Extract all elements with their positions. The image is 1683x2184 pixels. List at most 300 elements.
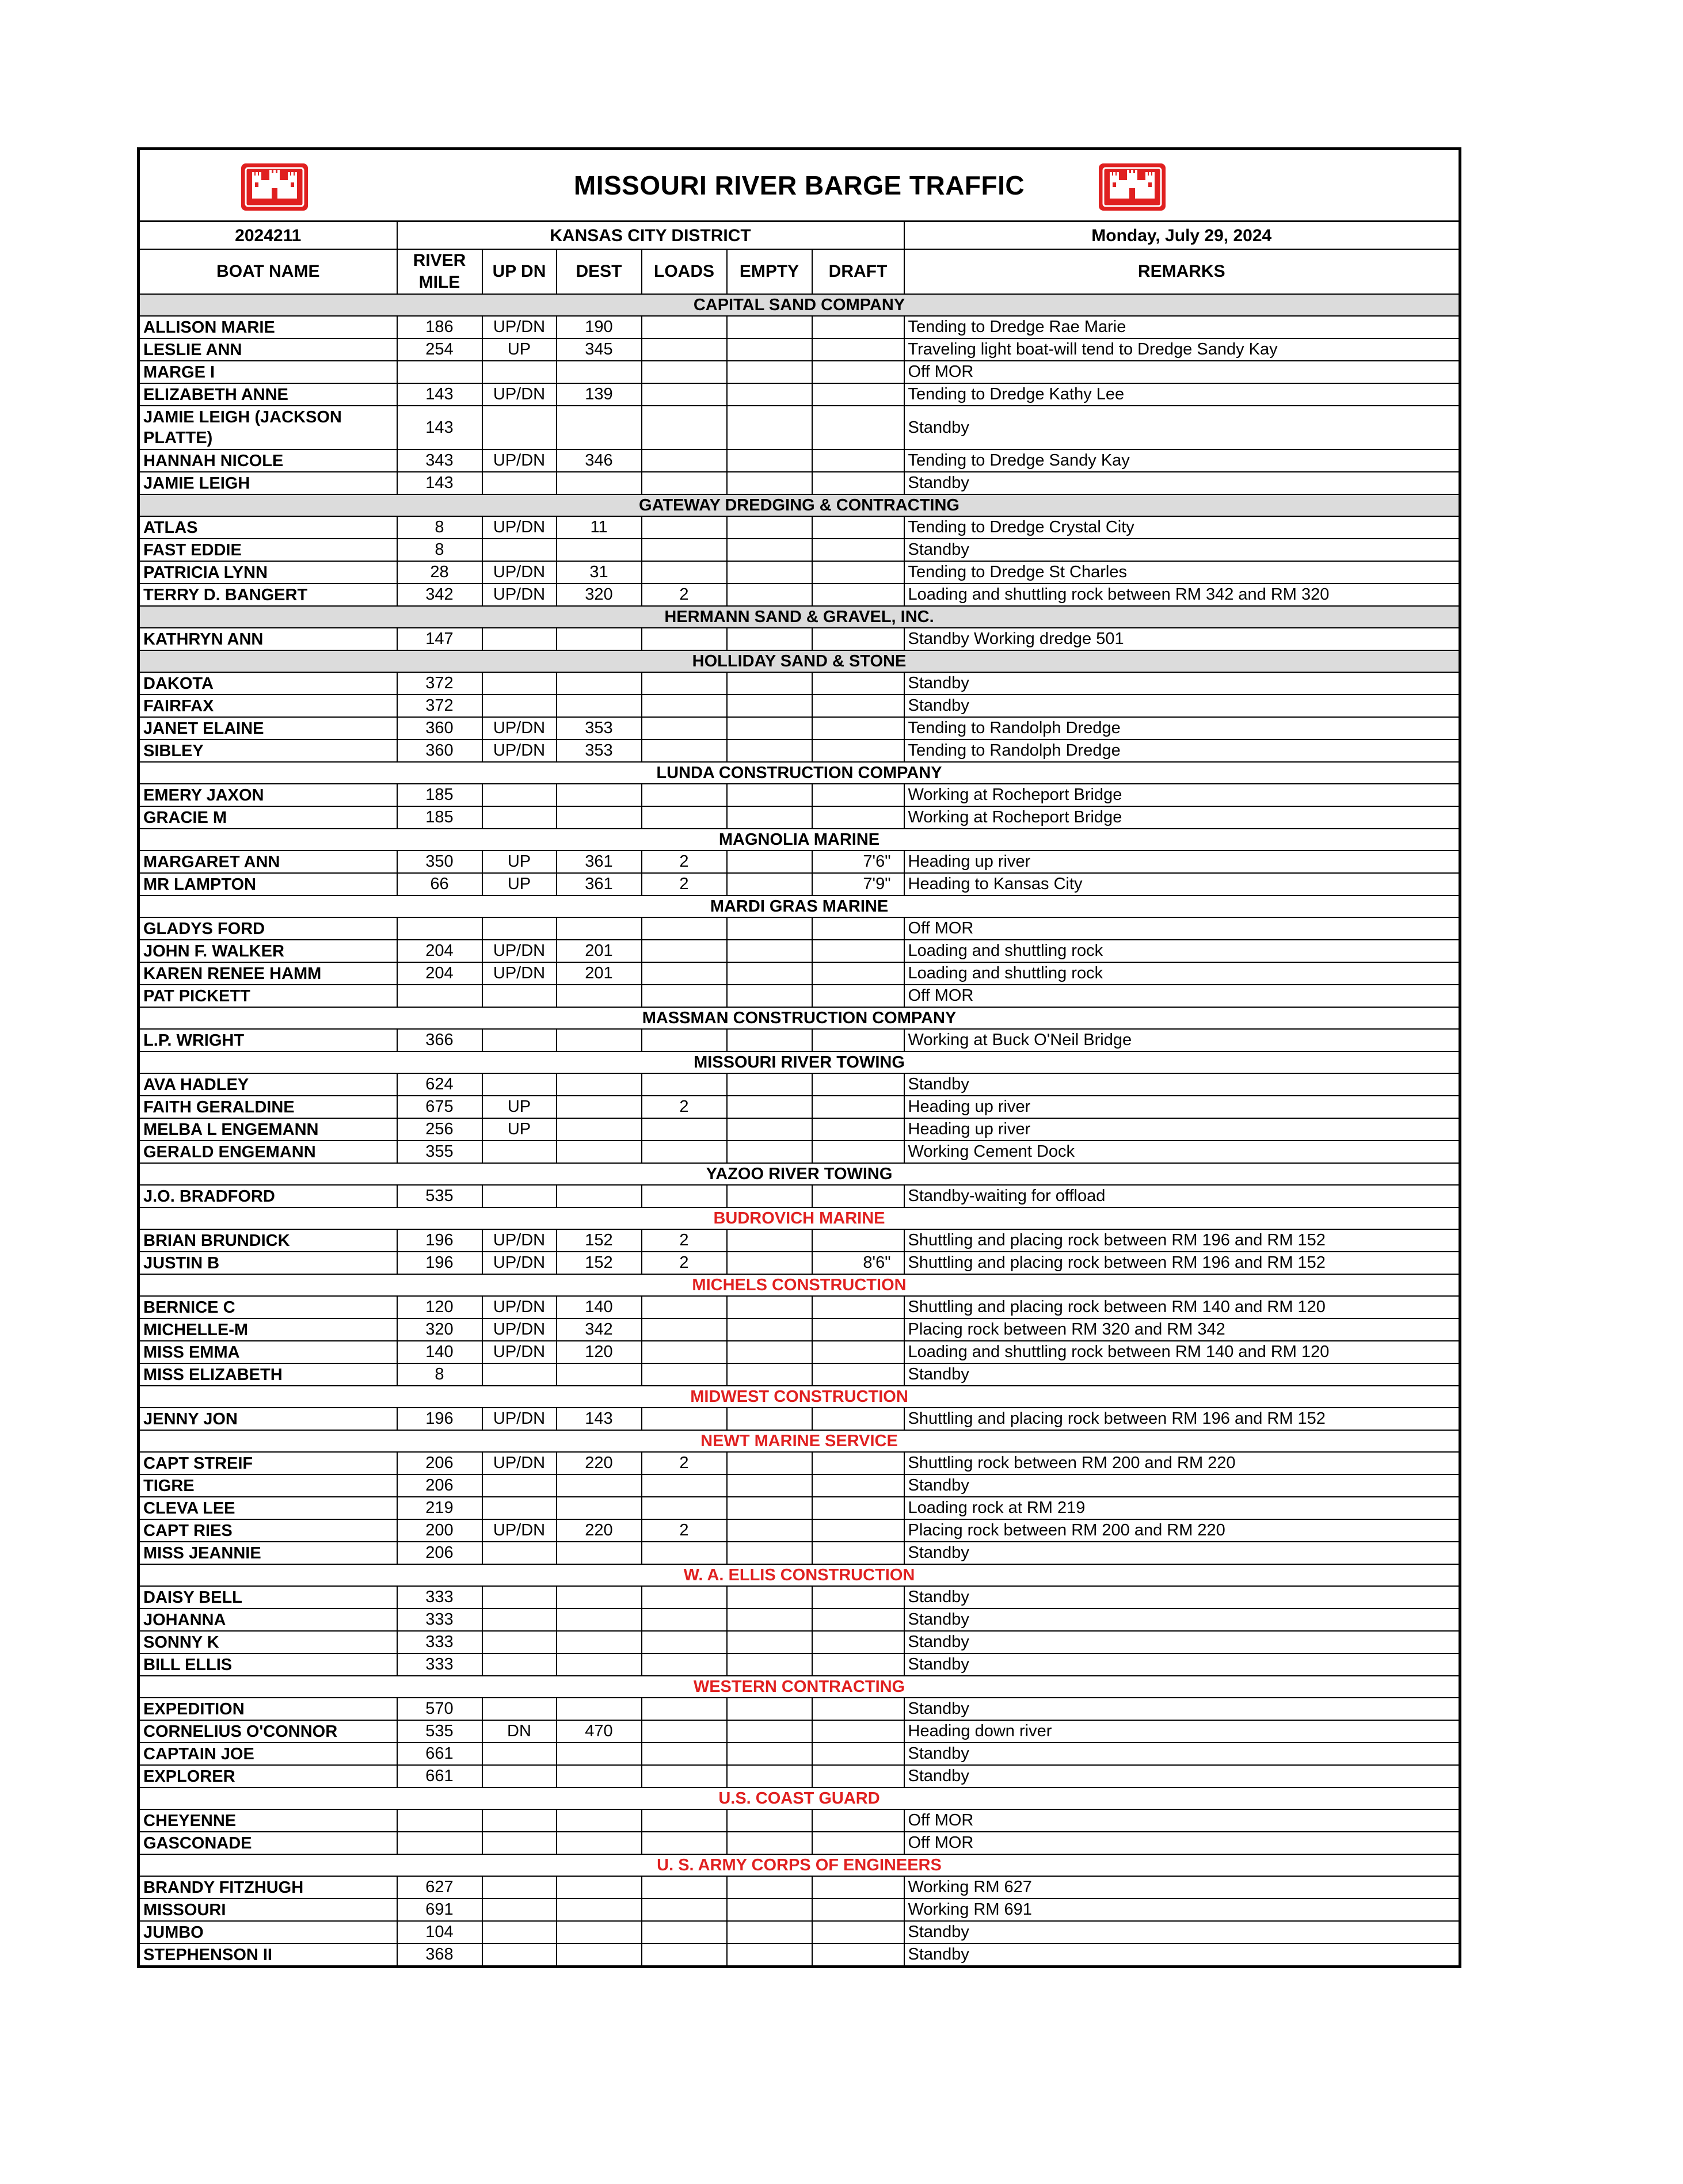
river-mile-cell: 196 <box>397 1408 482 1430</box>
empty-cell <box>727 1921 812 1943</box>
boat-name-cell: PAT PICKETT <box>139 985 397 1007</box>
river-mile-cell: 333 <box>397 1586 482 1609</box>
remarks-cell: Standby Working dredge 501 <box>904 628 1460 650</box>
destination-cell <box>557 406 642 449</box>
table-row <box>139 1029 1460 1051</box>
remarks-cell: Placing rock between RM 200 and RM 220 <box>904 1519 1460 1542</box>
river-mile-cell: 535 <box>397 1720 482 1743</box>
river-mile-cell: 691 <box>397 1899 482 1921</box>
boat-name-cell: DAKOTA <box>139 672 397 695</box>
destination-cell <box>557 1474 642 1497</box>
river-mile-cell: 360 <box>397 717 482 740</box>
river-mile-cell: 143 <box>397 472 482 494</box>
company-name: NEWT MARINE SERVICE <box>139 1430 1460 1452</box>
direction-cell: UP/DN <box>482 1318 557 1341</box>
river-mile-cell <box>397 1832 482 1854</box>
boat-name-cell: FAIRFAX <box>139 695 397 717</box>
boat-name-cell: MARGARET ANN <box>139 851 397 873</box>
remarks-cell: Loading and shuttling rock <box>904 962 1460 985</box>
draft-cell <box>812 1363 904 1386</box>
direction-cell <box>482 539 557 561</box>
loads-cell <box>642 695 727 717</box>
empty-cell <box>727 561 812 584</box>
table-row <box>139 672 1460 695</box>
draft-cell <box>812 561 904 584</box>
draft-cell <box>812 472 904 494</box>
draft-cell <box>812 940 904 962</box>
col-river-mile: RIVER MILE <box>397 249 482 294</box>
remarks-cell: Tending to Dredge Kathy Lee <box>904 383 1460 406</box>
river-mile-cell: 372 <box>397 695 482 717</box>
loads-cell <box>642 1474 727 1497</box>
destination-cell: 220 <box>557 1519 642 1542</box>
empty-cell <box>727 1408 812 1430</box>
table-row <box>139 1096 1460 1118</box>
company-group-row <box>139 650 1460 672</box>
remarks-cell: Standby <box>904 1698 1460 1720</box>
table-row <box>139 1698 1460 1720</box>
destination-cell <box>557 1363 642 1386</box>
loads-cell <box>642 516 727 539</box>
remarks-cell: Heading to Kansas City <box>904 873 1460 895</box>
loads-cell <box>642 1185 727 1207</box>
river-mile-cell: 206 <box>397 1474 482 1497</box>
boat-name-cell: MISSOURI <box>139 1899 397 1921</box>
destination-cell <box>557 1698 642 1720</box>
boat-name-cell: MISS JEANNIE <box>139 1542 397 1564</box>
destination-cell <box>557 1743 642 1765</box>
direction-cell <box>482 1073 557 1096</box>
remarks-cell: Working at Buck O'Neil Bridge <box>904 1029 1460 1051</box>
destination-cell <box>557 472 642 494</box>
empty-cell <box>727 917 812 940</box>
remarks-cell: Shuttling and placing rock between RM 140 and RM 120 <box>904 1296 1460 1318</box>
loads-cell <box>642 1609 727 1631</box>
boat-name-cell: MISS EMMA <box>139 1341 397 1363</box>
direction-cell <box>482 1631 557 1653</box>
loads-cell <box>642 628 727 650</box>
empty-cell <box>727 1229 812 1252</box>
direction-cell: UP/DN <box>482 1408 557 1430</box>
boat-name-cell: MICHELLE-M <box>139 1318 397 1341</box>
direction-cell <box>482 1029 557 1051</box>
draft-cell <box>812 406 904 449</box>
boat-name-cell: GASCONADE <box>139 1832 397 1854</box>
company-name: GATEWAY DREDGING & CONTRACTING <box>139 494 1460 516</box>
draft-cell <box>812 1899 904 1921</box>
river-mile-cell: 204 <box>397 940 482 962</box>
draft-cell <box>812 584 904 606</box>
empty-cell <box>727 962 812 985</box>
boat-name-cell: AVA HADLEY <box>139 1073 397 1096</box>
table-row <box>139 1876 1460 1899</box>
boat-name-cell: BRANDY FITZHUGH <box>139 1876 397 1899</box>
table-row <box>139 1073 1460 1096</box>
table-row <box>139 1408 1460 1430</box>
destination-cell <box>557 784 642 806</box>
boat-name-cell: PATRICIA LYNN <box>139 561 397 584</box>
destination-cell <box>557 1653 642 1676</box>
river-mile-cell: 66 <box>397 873 482 895</box>
river-mile-cell: 342 <box>397 584 482 606</box>
direction-cell <box>482 1497 557 1519</box>
loads-cell <box>642 561 727 584</box>
company-name: HOLLIDAY SAND & STONE <box>139 650 1460 672</box>
table-row <box>139 1141 1460 1163</box>
destination-cell <box>557 1497 642 1519</box>
loads-cell <box>642 1029 727 1051</box>
remarks-cell: Standby <box>904 406 1460 449</box>
boat-name-cell: CLEVA LEE <box>139 1497 397 1519</box>
direction-cell <box>482 1921 557 1943</box>
table-row <box>139 1653 1460 1676</box>
remarks-cell: Shuttling and placing rock between RM 196 and RM 152 <box>904 1252 1460 1274</box>
remarks-cell: Standby <box>904 1609 1460 1631</box>
loads-cell: 2 <box>642 851 727 873</box>
destination-cell: 11 <box>557 516 642 539</box>
direction-cell: UP <box>482 873 557 895</box>
empty-cell <box>727 361 812 383</box>
river-mile-cell: 143 <box>397 406 482 449</box>
remarks-cell: Tending to Dredge Sandy Kay <box>904 449 1460 472</box>
destination-cell <box>557 1542 642 1564</box>
direction-cell: UP/DN <box>482 449 557 472</box>
table-row <box>139 1809 1460 1832</box>
direction-cell: UP/DN <box>482 1296 557 1318</box>
loads-cell <box>642 1809 727 1832</box>
remarks-cell: Off MOR <box>904 1832 1460 1854</box>
boat-name-cell: BILL ELLIS <box>139 1653 397 1676</box>
table-row <box>139 1497 1460 1519</box>
table-row <box>139 717 1460 740</box>
table-row <box>139 1542 1460 1564</box>
destination-cell <box>557 695 642 717</box>
empty-cell <box>727 1519 812 1542</box>
empty-cell <box>727 628 812 650</box>
draft-cell <box>812 1698 904 1720</box>
remarks-cell: Standby <box>904 672 1460 695</box>
boat-name-cell: EXPLORER <box>139 1765 397 1787</box>
destination-cell <box>557 361 642 383</box>
river-mile-cell: 186 <box>397 316 482 338</box>
direction-cell <box>482 472 557 494</box>
loads-cell <box>642 717 727 740</box>
draft-cell <box>812 1832 904 1854</box>
empty-cell <box>727 784 812 806</box>
table-row <box>139 338 1460 361</box>
company-group-row <box>139 1163 1460 1185</box>
loads-cell <box>642 338 727 361</box>
empty-cell <box>727 672 812 695</box>
direction-cell <box>482 1363 557 1386</box>
empty-cell <box>727 985 812 1007</box>
river-mile-cell: 355 <box>397 1141 482 1163</box>
destination-cell: 120 <box>557 1341 642 1363</box>
draft-cell <box>812 1809 904 1832</box>
loads-cell <box>642 672 727 695</box>
boat-name-cell: ALLISON MARIE <box>139 316 397 338</box>
empty-cell <box>727 1765 812 1787</box>
empty-cell <box>727 1899 812 1921</box>
company-group-row <box>139 1676 1460 1698</box>
boat-name-cell: JOHANNA <box>139 1609 397 1631</box>
company-group-row <box>139 1051 1460 1073</box>
destination-cell <box>557 1809 642 1832</box>
loads-cell <box>642 1497 727 1519</box>
river-mile-cell: 28 <box>397 561 482 584</box>
remarks-cell: Standby <box>904 472 1460 494</box>
empty-cell <box>727 1809 812 1832</box>
river-mile-cell: 343 <box>397 449 482 472</box>
boat-name-cell: TIGRE <box>139 1474 397 1497</box>
loads-cell <box>642 383 727 406</box>
river-mile-cell: 256 <box>397 1118 482 1141</box>
empty-cell <box>727 1318 812 1341</box>
draft-cell <box>812 1876 904 1899</box>
river-mile-cell: 147 <box>397 628 482 650</box>
draft-cell <box>812 1921 904 1943</box>
direction-cell <box>482 1832 557 1854</box>
table-row <box>139 1899 1460 1921</box>
remarks-cell: Off MOR <box>904 917 1460 940</box>
boat-name-cell: SONNY K <box>139 1631 397 1653</box>
table-row <box>139 383 1460 406</box>
destination-cell <box>557 672 642 695</box>
empty-cell <box>727 1720 812 1743</box>
boat-name-cell: CHEYENNE <box>139 1809 397 1832</box>
col-dest: DEST <box>557 249 642 294</box>
loads-cell <box>642 1631 727 1653</box>
draft-cell <box>812 1141 904 1163</box>
remarks-cell: Standby <box>904 1073 1460 1096</box>
river-mile-cell: 360 <box>397 740 482 762</box>
boat-name-cell: MR LAMPTON <box>139 873 397 895</box>
remarks-cell: Tending to Dredge St Charles <box>904 561 1460 584</box>
table-row <box>139 316 1460 338</box>
remarks-cell: Traveling light boat-will tend to Dredge Sandy Kay <box>904 338 1460 361</box>
table-row <box>139 1943 1460 1967</box>
table-row <box>139 1252 1460 1274</box>
direction-cell <box>482 784 557 806</box>
table-row <box>139 1452 1460 1474</box>
direction-cell: DN <box>482 1720 557 1743</box>
table-row <box>139 1720 1460 1743</box>
river-mile-cell: 350 <box>397 851 482 873</box>
empty-cell <box>727 316 812 338</box>
draft-cell <box>812 784 904 806</box>
company-name: MIDWEST CONSTRUCTION <box>139 1386 1460 1408</box>
draft-cell <box>812 1073 904 1096</box>
table-row <box>139 1519 1460 1542</box>
river-mile-cell: 372 <box>397 672 482 695</box>
table-row <box>139 406 1460 449</box>
remarks-cell: Tending to Dredge Rae Marie <box>904 316 1460 338</box>
boat-name-cell: JENNY JON <box>139 1408 397 1430</box>
table-row <box>139 784 1460 806</box>
empty-cell <box>727 383 812 406</box>
company-name: U.S. COAST GUARD <box>139 1787 1460 1809</box>
river-mile-cell: 320 <box>397 1318 482 1341</box>
empty-cell <box>727 338 812 361</box>
draft-cell <box>812 806 904 829</box>
draft-cell <box>812 695 904 717</box>
remarks-cell: Loading and shuttling rock <box>904 940 1460 962</box>
draft-cell <box>812 1542 904 1564</box>
draft-cell <box>812 1631 904 1653</box>
loads-cell <box>642 1586 727 1609</box>
boat-name-cell: HANNAH NICOLE <box>139 449 397 472</box>
remarks-cell: Standby <box>904 1542 1460 1564</box>
loads-cell <box>642 740 727 762</box>
empty-cell <box>727 851 812 873</box>
remarks-cell: Heading down river <box>904 1720 1460 1743</box>
destination-cell: 152 <box>557 1229 642 1252</box>
draft-cell <box>812 1296 904 1318</box>
boat-name-cell: J.O. BRADFORD <box>139 1185 397 1207</box>
table-row <box>139 1296 1460 1318</box>
destination-cell: 353 <box>557 740 642 762</box>
loads-cell <box>642 316 727 338</box>
direction-cell: UP/DN <box>482 316 557 338</box>
destination-cell <box>557 985 642 1007</box>
direction-cell <box>482 1586 557 1609</box>
company-group-row <box>139 1854 1460 1876</box>
empty-cell <box>727 1341 812 1363</box>
barge-traffic-table <box>137 147 1461 1968</box>
table-row <box>139 1743 1460 1765</box>
direction-cell <box>482 695 557 717</box>
direction-cell <box>482 806 557 829</box>
remarks-cell: Tending to Randolph Dredge <box>904 740 1460 762</box>
company-name: LUNDA CONSTRUCTION COMPANY <box>139 762 1460 784</box>
loads-cell <box>642 940 727 962</box>
loads-cell: 2 <box>642 1452 727 1474</box>
col-up-dn: UP DN <box>482 249 557 294</box>
river-mile-cell: 206 <box>397 1452 482 1474</box>
remarks-cell: Tending to Randolph Dredge <box>904 717 1460 740</box>
destination-cell: 361 <box>557 873 642 895</box>
barge-traffic-report <box>137 147 1459 1968</box>
destination-cell: 140 <box>557 1296 642 1318</box>
remarks-cell: Off MOR <box>904 361 1460 383</box>
destination-cell <box>557 917 642 940</box>
empty-cell <box>727 449 812 472</box>
company-group-row <box>139 606 1460 628</box>
direction-cell <box>482 1899 557 1921</box>
draft-cell <box>812 539 904 561</box>
river-mile-cell: 8 <box>397 539 482 561</box>
destination-cell: 143 <box>557 1408 642 1430</box>
draft-cell <box>812 1229 904 1252</box>
loads-cell <box>642 917 727 940</box>
remarks-cell: Working at Rocheport Bridge <box>904 784 1460 806</box>
loads-cell <box>642 985 727 1007</box>
draft-cell <box>812 1118 904 1141</box>
river-mile-cell: 140 <box>397 1341 482 1363</box>
river-mile-cell: 219 <box>397 1497 482 1519</box>
empty-cell <box>727 1609 812 1631</box>
destination-cell: 361 <box>557 851 642 873</box>
loads-cell <box>642 806 727 829</box>
remarks-cell: Working RM 691 <box>904 1899 1460 1921</box>
destination-cell: 470 <box>557 1720 642 1743</box>
table-row <box>139 1118 1460 1141</box>
river-mile-cell: 185 <box>397 806 482 829</box>
draft-cell <box>812 917 904 940</box>
destination-cell <box>557 1185 642 1207</box>
draft-cell <box>812 1497 904 1519</box>
company-group-row <box>139 294 1460 316</box>
company-group-row <box>139 1007 1460 1029</box>
loads-cell <box>642 1341 727 1363</box>
remarks-cell: Heading up river <box>904 1118 1460 1141</box>
table-row <box>139 873 1460 895</box>
table-row <box>139 985 1460 1007</box>
river-mile-cell <box>397 985 482 1007</box>
river-mile-cell: 661 <box>397 1765 482 1787</box>
usace-castle-logo-icon <box>1098 163 1166 211</box>
table-row <box>139 361 1460 383</box>
remarks-cell: Standby-waiting for offload <box>904 1185 1460 1207</box>
direction-cell: UP <box>482 851 557 873</box>
boat-name-cell: SIBLEY <box>139 740 397 762</box>
river-mile-cell: 366 <box>397 1029 482 1051</box>
destination-cell <box>557 1899 642 1921</box>
destination-cell <box>557 628 642 650</box>
boat-name-cell: CAPT STREIF <box>139 1452 397 1474</box>
loads-cell <box>642 1141 727 1163</box>
loads-cell <box>642 1743 727 1765</box>
empty-cell <box>727 717 812 740</box>
river-mile-cell <box>397 1809 482 1832</box>
destination-cell <box>557 1765 642 1787</box>
boat-name-cell: BERNICE C <box>139 1296 397 1318</box>
company-group-row <box>139 1386 1460 1408</box>
empty-cell <box>727 1698 812 1720</box>
direction-cell: UP/DN <box>482 1229 557 1252</box>
loads-cell <box>642 1318 727 1341</box>
loads-cell <box>642 406 727 449</box>
direction-cell: UP/DN <box>482 962 557 985</box>
boat-name-cell: BRIAN BRUNDICK <box>139 1229 397 1252</box>
destination-cell <box>557 1586 642 1609</box>
loads-cell <box>642 1653 727 1676</box>
remarks-cell: Shuttling rock between RM 200 and RM 220 <box>904 1452 1460 1474</box>
company-group-row <box>139 1564 1460 1586</box>
direction-cell <box>482 1698 557 1720</box>
table-row <box>139 1832 1460 1854</box>
empty-cell <box>727 1096 812 1118</box>
remarks-cell: Working RM 627 <box>904 1876 1460 1899</box>
direction-cell <box>482 1542 557 1564</box>
remarks-cell: Tending to Dredge Crystal City <box>904 516 1460 539</box>
direction-cell <box>482 1943 557 1967</box>
destination-cell <box>557 1832 642 1854</box>
empty-cell <box>727 1832 812 1854</box>
loads-cell <box>642 1408 727 1430</box>
direction-cell <box>482 1653 557 1676</box>
direction-cell <box>482 672 557 695</box>
table-row <box>139 851 1460 873</box>
boat-name-cell: KATHRYN ANN <box>139 628 397 650</box>
river-mile-cell: 206 <box>397 1542 482 1564</box>
loads-cell <box>642 1698 727 1720</box>
direction-cell: UP/DN <box>482 940 557 962</box>
destination-cell <box>557 1609 642 1631</box>
company-group-row <box>139 895 1460 917</box>
boat-name-cell: GLADYS FORD <box>139 917 397 940</box>
draft-cell <box>812 740 904 762</box>
